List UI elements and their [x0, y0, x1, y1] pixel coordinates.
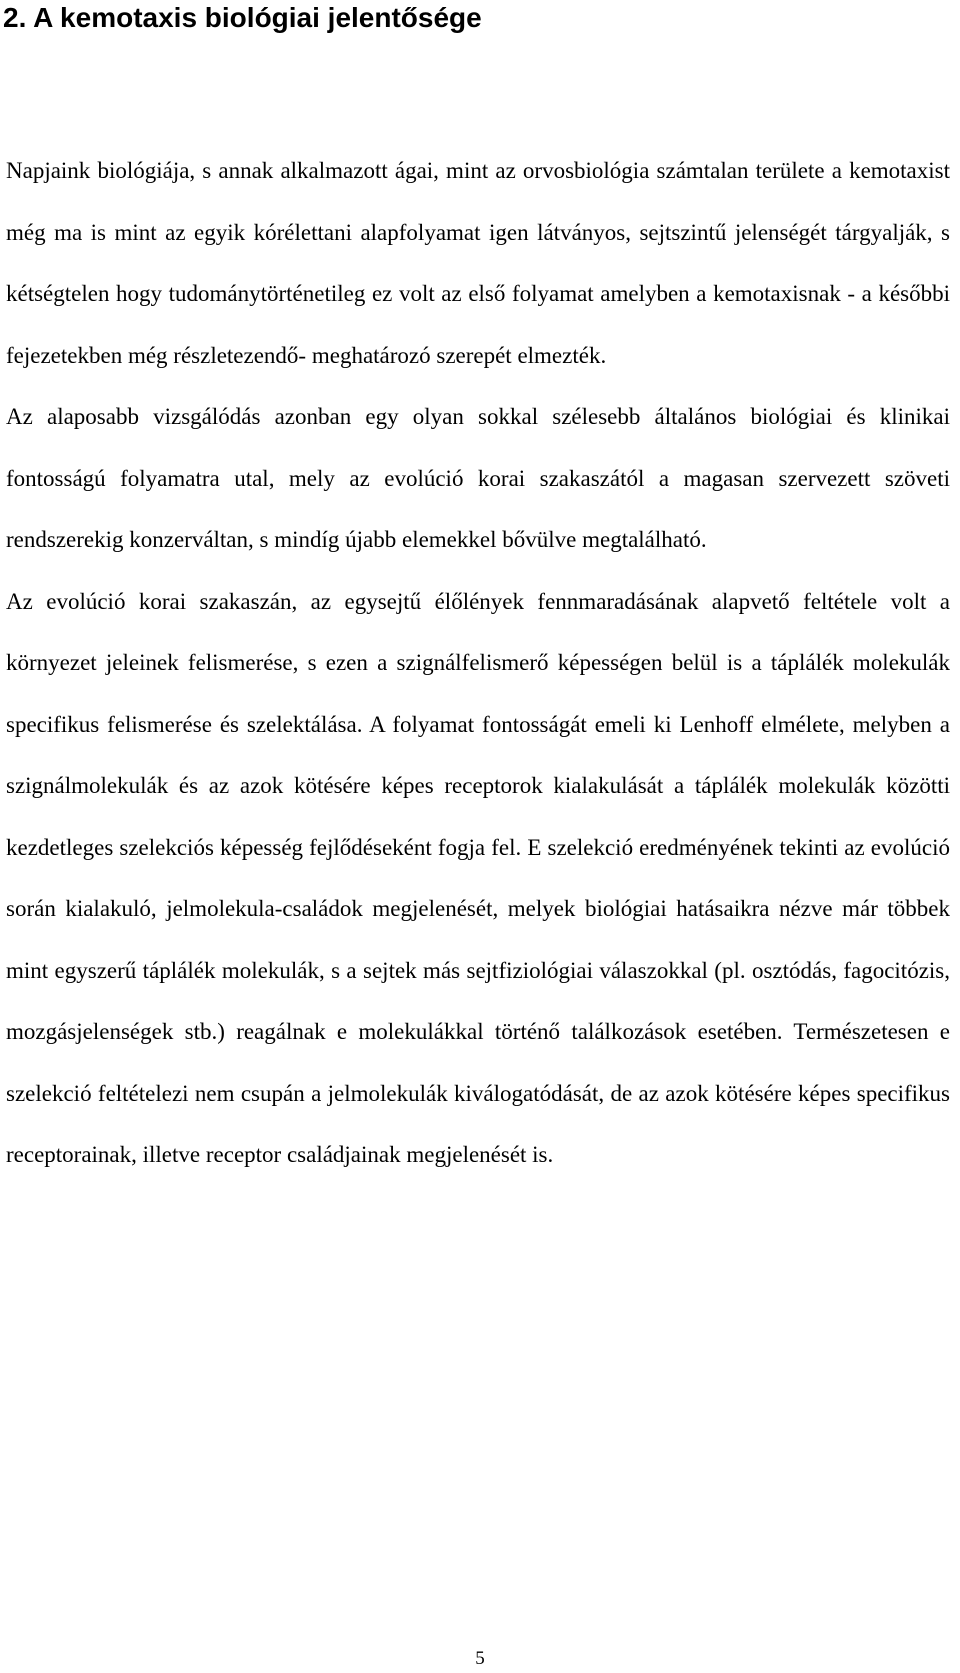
paragraph-2: Az alaposabb vizsgálódás azonban egy olyan sokkal szélesebb általános biológiai és klinikai fontosságú folyamatra utal, mely az evolúció korai szakaszától a magasan szervezett szöveti rendszerekig konzerváltan, s mindíg újabb elemekkel bővülve megtalálható.: [6, 404, 950, 552]
paragraph-3: Az evolúció korai szakaszán, az egysejtű élőlények fennmaradásának alapvető feltétele volt a környezet jeleinek felismerése, s ezen a szignálfelismerő képességen belül is a táplálék molekulák specifikus felismerése és szelektálása. A folyamat fontosságát emeli ki Lenhoff elmélete, melyben a szignálmolekulák és az azok kötésére képes receptorok kialakulását a táplálék molekulák közötti kezdetleges szelekciós képesség fejlődéseként fogja fel. E szelekció eredményének tekinti az evolúció során kialakuló, jelmolekula-családok megjelenését, melyek biológiai hatásaikra nézve már többek mint egyszerű táplálék molekulák, s a sejtek más sejtfiziológiai válaszokkal (pl. osztódás, fagocitózis, mozgásjelenségek stb.) reagálnak e molekulákkal történő találkozások esetében. Természetesen e szelekció feltételezi nem csupán a jelmolekulák kiválogatódását, de az azok kötésére képes specifikus receptorainak, illetve receptor családjainak megjelenését is.: [6, 588, 950, 1167]
page-number: 5: [475, 1648, 485, 1669]
body-text: [6, 140, 950, 1186]
paragraph-1: Napjaink biológiája, s annak alkalmazott ágai, mint az orvosbiológia számtalan területe a kemotaxist még ma is mint az egyik kórélettani alapfolyamat igen látványos, sejtszintű jelenségét tárgyalják, s kétségtelen hogy tudománytörténetileg ez volt az első folyamat amelyben a kemotaxisnak - a későbbi fejezetekben még részletezendő- meghatározó szerepét elmezték.: [6, 158, 950, 368]
section-heading: 2. A kemotaxis biológiai jelentősége: [3, 2, 482, 33]
